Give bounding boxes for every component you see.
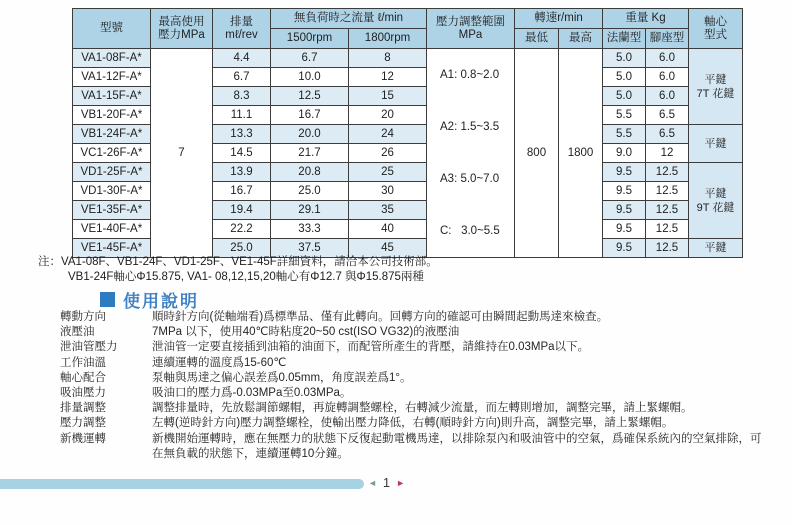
table-header bbox=[73, 9, 743, 49]
cell-weight-flange: 5.0 bbox=[603, 49, 646, 68]
cell-speed-max: 1800 bbox=[559, 49, 603, 258]
header-shaft-type: 軸心 型式 bbox=[689, 9, 743, 49]
cell-weight-flange: 5.5 bbox=[603, 125, 646, 144]
cell-displacement: 13.3 bbox=[213, 125, 271, 144]
cell-weight-flange: 5.0 bbox=[603, 68, 646, 87]
cell-displacement: 25.0 bbox=[213, 239, 271, 258]
instruction-row bbox=[60, 310, 772, 325]
cell-flow-1800: 25 bbox=[349, 163, 427, 182]
cell-weight-foot: 12.5 bbox=[646, 163, 689, 182]
section-bullet-square-icon bbox=[100, 292, 115, 307]
cell-model: VE1-40F-A* bbox=[73, 220, 151, 239]
instruction-term: 轉動方向 bbox=[60, 311, 106, 323]
cell-weight-flange: 9.5 bbox=[603, 182, 646, 201]
instruction-row bbox=[60, 416, 772, 431]
cell-model: VE1-35F-A* bbox=[73, 201, 151, 220]
instruction-row bbox=[60, 325, 772, 340]
instruction-row bbox=[60, 386, 772, 401]
instruction-description: 調整排量時，先放鬆調節螺帽，再旋轉調整螺栓，右轉減少流量，而左轉則增加，調整完畢，請上緊螺帽。 bbox=[152, 402, 693, 415]
cell-flow-1500: 20.0 bbox=[271, 125, 349, 144]
cell-speed-min: 800 bbox=[515, 49, 559, 258]
cell-model: VD1-25F-A* bbox=[73, 163, 151, 182]
cell-flow-1800: 20 bbox=[349, 106, 427, 125]
section-title-text: 使用說明 bbox=[123, 292, 199, 311]
cell-shaft-type: 平鍵 7T 花鍵 bbox=[689, 49, 743, 125]
instruction-description: 泵軸與馬達之偏心誤差爲0.05mm，角度誤差爲1°。 bbox=[152, 371, 412, 384]
pump-spec-table bbox=[72, 8, 743, 258]
footnote-line-2: VB1-24F軸心Φ15.875, VA1- 08,12,15,20軸心有Φ12.7 與Φ15.875兩種 bbox=[68, 271, 424, 283]
cell-flow-1500: 16.7 bbox=[271, 106, 349, 125]
cell-weight-flange: 9.5 bbox=[603, 201, 646, 220]
cell-weight-foot: 6.0 bbox=[646, 87, 689, 106]
cell-displacement: 22.2 bbox=[213, 220, 271, 239]
cell-flow-1800: 15 bbox=[349, 87, 427, 106]
cell-displacement: 13.9 bbox=[213, 163, 271, 182]
cell-model: VA1-08F-A* bbox=[73, 49, 151, 68]
adjust-range-item: A2: 1.5~3.5 bbox=[440, 121, 500, 133]
usage-instructions-list bbox=[60, 310, 772, 462]
cell-displacement: 16.7 bbox=[213, 182, 271, 201]
usage-section-header bbox=[100, 287, 199, 312]
header-speed: 轉速r/min bbox=[515, 9, 603, 29]
cell-shaft-type: 平鍵 9T 花鍵 bbox=[689, 163, 743, 239]
cell-weight-flange: 5.5 bbox=[603, 106, 646, 125]
cell-displacement: 19.4 bbox=[213, 201, 271, 220]
instruction-row bbox=[60, 371, 772, 386]
header-flow-1500rpm: 1500rpm bbox=[271, 29, 349, 49]
instruction-term: 新機運轉 bbox=[60, 432, 106, 445]
instruction-description: 新機開始運轉時，應在無壓力的狀態下反復起動電機馬達，以排除泵內和吸油管中的空氣，爲確保系統內的空氣排除，可在無負載的狀態下，連續運轉10分鐘。 bbox=[152, 432, 762, 460]
instruction-term: 排量調整 bbox=[60, 402, 106, 415]
cell-flow-1500: 12.5 bbox=[271, 87, 349, 106]
cell-weight-foot: 12.5 bbox=[646, 182, 689, 201]
instruction-row bbox=[60, 356, 772, 371]
cell-weight-flange: 9.5 bbox=[603, 239, 646, 258]
page-number: 1 bbox=[382, 475, 391, 490]
footer-decorative-bar bbox=[0, 479, 364, 489]
footnote-line-1: 注：VA1-08F、VB1-24F、VD1-25F、VE1-45F詳細資料，請洽本公司技術部。 bbox=[38, 256, 438, 268]
instruction-description: 左轉(逆時針方向)壓力調整螺栓，使輸出壓力降低，右轉(順時針方向)則升高，調整完畢，請上緊螺帽。 bbox=[152, 417, 674, 430]
header-displacement: 排量 mℓ/rev bbox=[213, 9, 271, 49]
cell-flow-1800: 12 bbox=[349, 68, 427, 87]
instruction-description: 吸油口的壓力爲-0.03MPa至0.03MPa。 bbox=[152, 387, 352, 400]
cell-displacement: 8.3 bbox=[213, 87, 271, 106]
instruction-term: 工作油溫 bbox=[60, 356, 106, 369]
cell-displacement: 4.4 bbox=[213, 49, 271, 68]
instruction-description: 泄油管一定要直接插到油箱的油面下，而配管所產生的背壓，請維持在0.03MPa以下。 bbox=[152, 341, 590, 354]
cell-weight-flange: 9.5 bbox=[603, 163, 646, 182]
cell-flow-1500: 33.3 bbox=[271, 220, 349, 239]
cell-weight-foot: 6.5 bbox=[646, 125, 689, 144]
header-weight: 重量 Kg bbox=[603, 9, 689, 29]
cell-displacement: 6.7 bbox=[213, 68, 271, 87]
instruction-description: 7MPa 以下，使用40℃時粘度20~50 cst(ISO VG32)的液壓油 bbox=[152, 326, 460, 339]
cell-displacement: 14.5 bbox=[213, 144, 271, 163]
cell-flow-1800: 35 bbox=[349, 201, 427, 220]
footer-page-indicator bbox=[368, 475, 405, 490]
adjust-range-item: C: 3.0~5.5 bbox=[440, 225, 500, 237]
cell-max-pressure: 7 bbox=[151, 49, 213, 258]
cell-weight-foot: 12.5 bbox=[646, 201, 689, 220]
cell-flow-1800: 30 bbox=[349, 182, 427, 201]
page-next-arrow-icon: ► bbox=[396, 477, 406, 488]
cell-flow-1500: 21.7 bbox=[271, 144, 349, 163]
cell-shaft-type: 平鍵 bbox=[689, 125, 743, 163]
cell-adjust-ranges bbox=[427, 49, 515, 258]
adjust-range-item: A1: 0.8~2.0 bbox=[440, 69, 500, 81]
table-footnotes bbox=[38, 255, 438, 285]
cell-flow-1500: 10.0 bbox=[271, 68, 349, 87]
cell-model: VB1-20F-A* bbox=[73, 106, 151, 125]
cell-model: VE1-45F-A* bbox=[73, 239, 151, 258]
cell-flow-1800: 8 bbox=[349, 49, 427, 68]
instruction-row bbox=[60, 401, 772, 416]
header-flow: 無負荷時之流量 ℓ/min bbox=[271, 9, 427, 29]
cell-displacement: 11.1 bbox=[213, 106, 271, 125]
instruction-term: 軸心配合 bbox=[60, 371, 106, 384]
cell-weight-foot: 12 bbox=[646, 144, 689, 163]
instruction-term: 吸油壓力 bbox=[60, 387, 106, 400]
instruction-description: 連續運轉的溫度爲15-60℃ bbox=[152, 356, 287, 369]
cell-weight-foot: 12.5 bbox=[646, 220, 689, 239]
table-row bbox=[73, 49, 743, 68]
cell-shaft-type: 平鍵 bbox=[689, 239, 743, 258]
cell-flow-1500: 37.5 bbox=[271, 239, 349, 258]
header-adjust-range: 壓力調整範圍 MPa bbox=[427, 9, 515, 49]
cell-model: VB1-24F-A* bbox=[73, 125, 151, 144]
cell-flow-1800: 45 bbox=[349, 239, 427, 258]
header-flow-1800rpm: 1800rpm bbox=[349, 29, 427, 49]
instruction-row bbox=[60, 432, 772, 462]
header-weight-flange: 法蘭型 bbox=[603, 29, 646, 49]
instruction-row bbox=[60, 340, 772, 355]
header-model: 型號 bbox=[73, 9, 151, 49]
cell-flow-1500: 29.1 bbox=[271, 201, 349, 220]
cell-flow-1500: 6.7 bbox=[271, 49, 349, 68]
cell-weight-flange: 5.0 bbox=[603, 87, 646, 106]
header-speed-min: 最低 bbox=[515, 29, 559, 49]
cell-flow-1500: 20.8 bbox=[271, 163, 349, 182]
cell-flow-1800: 40 bbox=[349, 220, 427, 239]
adjust-range-list bbox=[427, 49, 514, 257]
instruction-term: 液壓油 bbox=[60, 326, 95, 339]
cell-model: VC1-26F-A* bbox=[73, 144, 151, 163]
header-weight-foot: 腳座型 bbox=[646, 29, 689, 49]
cell-model: VA1-15F-A* bbox=[73, 87, 151, 106]
cell-weight-foot: 6.0 bbox=[646, 49, 689, 68]
adjust-range-item: A3: 5.0~7.0 bbox=[440, 173, 500, 185]
spec-table-body bbox=[73, 49, 743, 258]
instruction-term: 壓力調整 bbox=[60, 417, 106, 430]
cell-model: VD1-30F-A* bbox=[73, 182, 151, 201]
cell-weight-foot: 6.0 bbox=[646, 68, 689, 87]
cell-flow-1500: 25.0 bbox=[271, 182, 349, 201]
cell-weight-foot: 12.5 bbox=[646, 239, 689, 258]
header-max-pressure: 最高使用 壓力MPa bbox=[151, 9, 213, 49]
cell-weight-foot: 6.5 bbox=[646, 106, 689, 125]
instruction-description: 順時針方向(從軸端看)爲標準品、僅有此轉向。回轉方向的確認可由瞬間起動馬達來檢查。 bbox=[152, 311, 609, 323]
cell-flow-1800: 24 bbox=[349, 125, 427, 144]
cell-flow-1800: 26 bbox=[349, 144, 427, 163]
page-prev-arrow-icon: ◄ bbox=[368, 477, 377, 488]
header-speed-max: 最高 bbox=[559, 29, 603, 49]
cell-weight-flange: 9.5 bbox=[603, 220, 646, 239]
cell-weight-flange: 9.0 bbox=[603, 144, 646, 163]
instruction-term: 泄油管壓力 bbox=[60, 341, 118, 354]
cell-model: VA1-12F-A* bbox=[73, 68, 151, 87]
